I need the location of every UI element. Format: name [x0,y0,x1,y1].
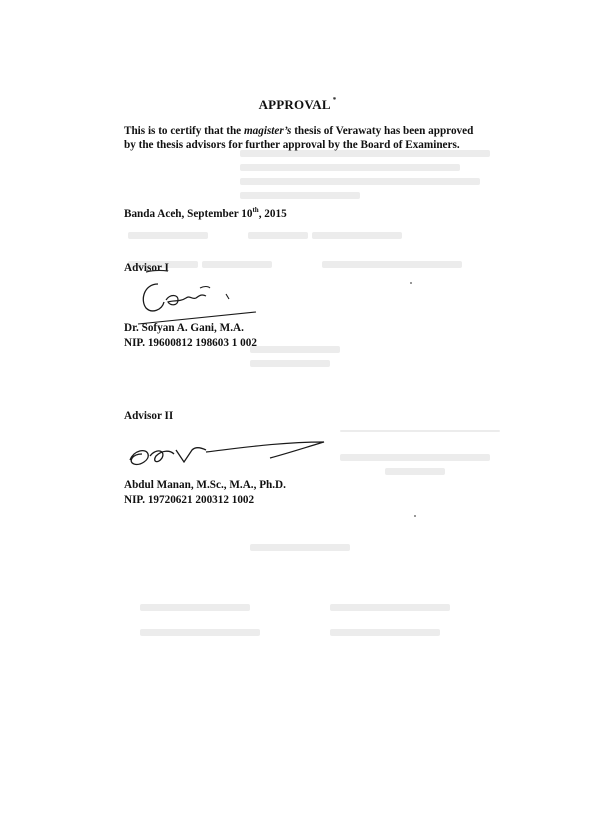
certify-italic: magister’s [243,125,292,137]
advisor-2-name: Abdul Manan, M.Sc., M.A., Ph.D. [124,479,286,491]
date-line [124,206,287,220]
certification-paragraph [124,124,484,152]
title-footnote-mark: * [332,96,337,104]
advisor-1-name: Dr. Sofyan A. Gani, M.A. [124,322,244,334]
show-through-area-5 [250,544,370,564]
certify-suffix: thesis of Verawaty has been approved by the thesis advisors for further approval by the Board of Examiners. [124,125,474,151]
date-prefix: Banda Aceh, September 10 [124,208,253,220]
page-title [0,96,595,113]
advisor-2-signature [120,432,330,476]
show-through-area-3 [250,346,370,376]
scan-speck [410,282,412,284]
date-suffix: , 2015 [258,208,287,220]
show-through-area-6 [140,604,500,644]
advisor-1-label: Advisor I [124,262,169,274]
certify-prefix: This is to certify that the [124,125,244,137]
advisor-1-signature [130,250,260,330]
advisor-2-nip: NIP. 19720621 200312 1002 [124,494,255,506]
show-through-area-4 [340,430,510,480]
advisor-2-label: Advisor II [124,410,174,422]
date-ordinal: th [252,206,259,214]
advisor-1-nip: NIP. 19600812 198603 1 002 [124,337,257,349]
scan-speck [414,515,416,517]
title-text: APPROVAL [258,97,331,112]
